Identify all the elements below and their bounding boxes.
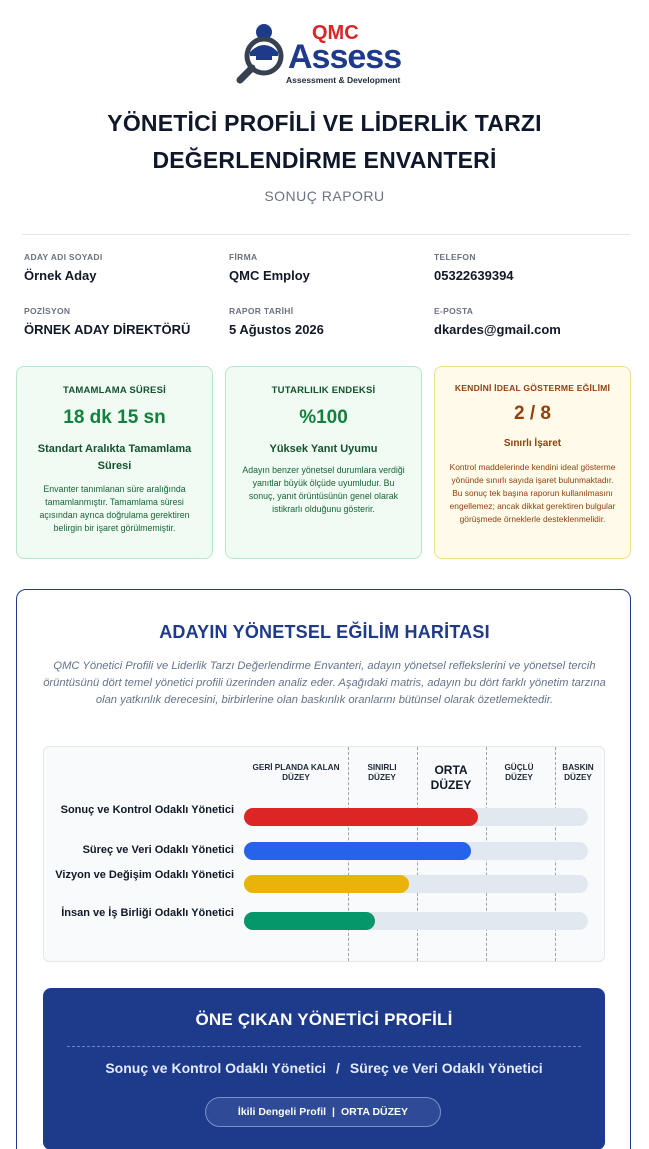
bar-track bbox=[244, 842, 588, 860]
tendency-map-section bbox=[16, 589, 631, 1149]
info-company-value: QMC Employ bbox=[229, 268, 310, 283]
row-label: Süreç ve Veri Odaklı Yönetici bbox=[82, 844, 234, 856]
info-company bbox=[229, 252, 310, 283]
card-description: Envanter tanımlanan süre aralığında tamamlanmıştır. Tamamlama süresi açısından ayrıca doğrulama gerektiren belirgin bir işaret görülmemiştir. bbox=[39, 484, 190, 533]
level-label: GÜÇLÜ DÜZEY bbox=[504, 763, 534, 782]
row-label: Vizyon ve Değişim Odaklı Yönetici bbox=[55, 869, 234, 881]
bar-track bbox=[244, 912, 588, 930]
card-title: TUTARLILIK ENDEKSİ bbox=[271, 385, 376, 396]
highlighted-profile-box bbox=[43, 988, 605, 1149]
map-intro: QMC Yönetici Profili ve Liderlik Tarzı Değerlendirme Envanteri, adayın yönetsel reflekslerini ve yönetsel tercih örüntüsünü dört temel yönetici profili üzerinden analiz eder. Aşağıdaki matris, adayın bu dört farklı yönetim tarzına olan yatkınlık derecesini, birbirlerine olan baskınlık oranlarını bütünsel olarak özetlemektedir. bbox=[43, 660, 606, 706]
completion-time-card bbox=[16, 366, 213, 559]
bar-track bbox=[244, 875, 588, 893]
info-email-label: E-POSTA bbox=[434, 306, 474, 316]
ideal-self-card bbox=[434, 366, 631, 559]
card-description: Kontrol maddelerinde kendini ideal gösterme yönünde sınırlı sayıda işaret bulunmaktadır. Bu sonuç tek başına raporun kullanılmasını engellemez; ancak dikkat gerektiren bulgular görüşmede örneklerle desteklenmelidir. bbox=[449, 462, 616, 524]
info-email bbox=[434, 306, 561, 337]
info-phone bbox=[434, 252, 514, 283]
profile-level-badge bbox=[205, 1097, 441, 1127]
profile-title: ÖNE ÇIKAN YÖNETİCİ PROFİLİ bbox=[195, 1010, 453, 1029]
profile-secondary: Süreç ve Veri Odaklı Yönetici bbox=[349, 1060, 543, 1076]
info-phone-value: 05322639394 bbox=[434, 268, 514, 283]
report-title-line2: DEĞERLENDİRME ENVANTERİ bbox=[152, 147, 497, 173]
bar-fill bbox=[244, 875, 409, 893]
badge-separator: | bbox=[332, 1106, 335, 1118]
tendency-chart bbox=[43, 746, 605, 962]
brand-tagline: Assessment & Development bbox=[286, 75, 401, 85]
info-date bbox=[229, 306, 324, 337]
card-subtitle: Sınırlı İşaret bbox=[503, 438, 562, 449]
info-phone-label: TELEFON bbox=[434, 252, 476, 262]
profile-primary: Sonuç ve Kontrol Odaklı Yönetici bbox=[105, 1060, 327, 1076]
info-position-value: ÖRNEK ADAY DİREKTÖRÜ bbox=[24, 322, 191, 337]
badge-level: ORTA DÜZEY bbox=[340, 1106, 409, 1118]
info-name bbox=[24, 252, 103, 283]
card-subtitle: Yüksek Yanıt Uyumu bbox=[269, 443, 378, 455]
card-value: 18 dk 15 sn bbox=[63, 407, 166, 428]
report-subtitle: SONUÇ RAPORU bbox=[264, 188, 385, 204]
level-label: GERİ PLANDA KALAN DÜZEY bbox=[252, 763, 340, 782]
map-title: ADAYIN YÖNETSEL EĞİLİM HARİTASI bbox=[159, 622, 490, 642]
info-position bbox=[24, 306, 190, 337]
card-title: KENDİNİ İDEAL GÖSTERME EĞİLİMİ bbox=[454, 383, 611, 393]
info-name-value: Örnek Aday bbox=[24, 268, 97, 283]
info-date-label: RAPOR TARİHİ bbox=[229, 306, 294, 316]
level-label: BASKIN DÜZEY bbox=[562, 763, 594, 782]
brand-qmc: QMC bbox=[312, 22, 359, 44]
info-email-value: dkardes@gmail.com bbox=[434, 322, 561, 337]
card-value: 2 / 8 bbox=[514, 403, 551, 424]
consistency-index-card bbox=[225, 366, 422, 559]
info-name-label: ADAY ADI SOYADI bbox=[24, 252, 103, 262]
profile-names bbox=[43, 1060, 605, 1076]
brand-name: Assess bbox=[288, 38, 402, 76]
card-value: %100 bbox=[299, 407, 348, 428]
bar-fill bbox=[244, 912, 375, 930]
row-label: İnsan ve İş Birliği Odaklı Yönetici bbox=[61, 907, 234, 919]
card-subtitle: Standart Aralıkta Tamamlama Süresi bbox=[37, 443, 192, 472]
card-description: Adayın benzer yönetsel durumlara verdiği yanıtlar büyük ölçüde uyumludur. Bu sonuç, yanıt örüntüsünün genel olarak istikrarlı olduğunu gösterir. bbox=[242, 465, 405, 514]
row-label: Sonuç ve Kontrol Odaklı Yönetici bbox=[60, 804, 234, 816]
info-company-label: FİRMA bbox=[229, 252, 258, 262]
bar-fill bbox=[244, 842, 471, 860]
report-title-line1: YÖNETİCİ PROFİLİ VE LİDERLİK TARZI bbox=[107, 110, 542, 136]
profile-separator: / bbox=[336, 1060, 340, 1076]
brand-logo bbox=[236, 20, 412, 90]
info-position-label: POZİSYON bbox=[24, 306, 71, 316]
badge-profile-type: İkili Dengeli Profil bbox=[237, 1106, 327, 1118]
info-date-value: 5 Ağustos 2026 bbox=[229, 322, 324, 337]
card-title: TAMAMLAMA SÜRESİ bbox=[63, 385, 166, 396]
level-label: SINIRLI DÜZEY bbox=[367, 763, 397, 782]
profile-divider bbox=[67, 1046, 581, 1047]
level-label-active: ORTA DÜZEY bbox=[430, 763, 472, 792]
bar-fill bbox=[244, 808, 478, 826]
divider bbox=[22, 234, 630, 235]
bar-track bbox=[244, 808, 588, 826]
